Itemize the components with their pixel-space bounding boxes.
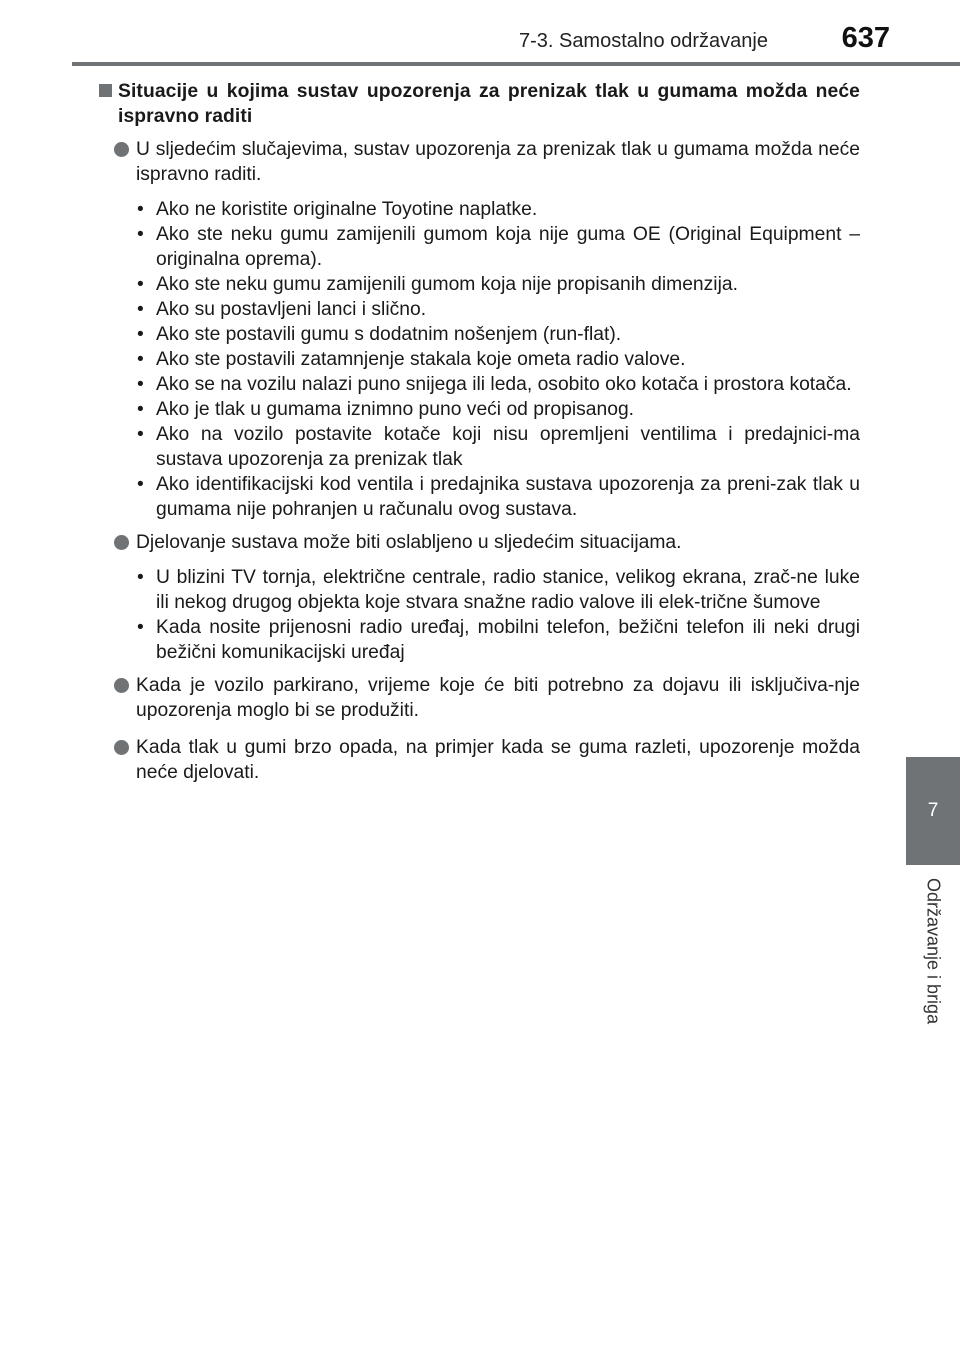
bullet-dot: • bbox=[137, 199, 144, 220]
circle-bullet-icon bbox=[114, 678, 129, 693]
circle-bullet-icon bbox=[114, 142, 129, 157]
circle-item bbox=[98, 673, 860, 723]
list-item: • Ako identifikacijski kod ventila i predajnika sustava upozorenja za preni-zak tlak u gumama nije pohranjen u računalu ovog sustava. bbox=[137, 474, 860, 520]
bullet-list bbox=[98, 197, 860, 522]
bullet-dot: • bbox=[137, 374, 144, 395]
circle-item-text: Djelovanje sustava može biti oslabljeno u sljedećim situacijama. bbox=[136, 532, 682, 553]
section-heading-text: Situacije u kojima sustav upozorenja za prenizak tlak u gumama možda neće ispravno raditi bbox=[118, 81, 860, 127]
list-item: • U blizini TV tornja, električne centrale, radio stanice, velikog ekrana, zrač-ne luke ili nekog drugog objekta koje stvara snažne radio valove ili elek-trične šumove bbox=[137, 567, 860, 613]
chapter-tab bbox=[906, 757, 960, 865]
bullet-dot: • bbox=[137, 299, 144, 320]
square-bullet-icon bbox=[99, 84, 112, 97]
list-item: • Kada nosite prijenosni radio uređaj, mobilni telefon, bežični telefon ili neki drugi bežični komunikacijski uređaj bbox=[137, 617, 860, 663]
circle-item-text: U sljedećim slučajevima, sustav upozorenja za prenizak tlak u gumama možda neće ispravno raditi. bbox=[136, 139, 860, 185]
list-item: • Ako ste neku gumu zamijenili gumom koja nije guma OE (Original Equipment – originalna oprema). bbox=[137, 224, 860, 270]
content bbox=[98, 79, 860, 785]
header-rule bbox=[72, 62, 960, 66]
bullet-dot: • bbox=[137, 324, 144, 345]
list-item: • Ako je tlak u gumama iznimno puno veći od propisanog. bbox=[137, 399, 635, 420]
bullet-dot: • bbox=[137, 567, 144, 588]
list-item: • Ako ste postavili zatamnjenje stakala koje ometa radio valove. bbox=[137, 349, 686, 370]
circle-bullet-icon bbox=[114, 535, 129, 550]
chapter-title: Održavanje i briga bbox=[923, 878, 944, 1025]
bullet-dot: • bbox=[137, 617, 144, 638]
list-item: • Ako ste postavili gumu s dodatnim nošenjem (run-flat). bbox=[137, 324, 622, 345]
circle-item-text: Kada je vozilo parkirano, vrijeme koje će biti potrebno za dojavu ili isključiva-nje upozorenja moglo bi se produžiti. bbox=[136, 675, 860, 721]
bullet-list bbox=[98, 565, 860, 665]
page-number: 637 bbox=[841, 22, 890, 54]
bullet-dot: • bbox=[137, 274, 144, 295]
list-item: • Ako na vozilo postavite kotače koji nisu opremljeni ventilima i predajnici-ma sustava upozorenja za prenizak tlak bbox=[137, 424, 860, 470]
bullet-dot: • bbox=[137, 474, 144, 495]
circle-bullet-icon bbox=[114, 740, 129, 755]
bullet-dot: • bbox=[137, 399, 144, 420]
bullet-dot: • bbox=[137, 424, 144, 445]
circle-item-text: Kada tlak u gumi brzo opada, na primjer kada se guma razleti, upozorenje možda neće djelovati. bbox=[136, 737, 860, 783]
list-item: • Ako su postavljeni lanci i slično. bbox=[137, 299, 427, 320]
circle-item bbox=[98, 530, 860, 555]
chapter-number: 7 bbox=[927, 800, 939, 821]
circle-item bbox=[98, 137, 860, 187]
section-heading bbox=[98, 79, 860, 129]
list-item: • Ako ne koristite originalne Toyotine naplatke. bbox=[137, 199, 538, 220]
list-item: • Ako ste neku gumu zamijenili gumom koja nije propisanih dimenzija. bbox=[137, 274, 738, 295]
bullet-dot: • bbox=[137, 349, 144, 370]
bullet-dot: • bbox=[137, 224, 144, 245]
circle-item bbox=[98, 735, 860, 785]
header-title: 7-3. Samostalno održavanje bbox=[518, 30, 768, 52]
list-item: • Ako se na vozilu nalazi puno snijega ili leda, osobito oko kotača i prostora kotača. bbox=[137, 374, 852, 395]
